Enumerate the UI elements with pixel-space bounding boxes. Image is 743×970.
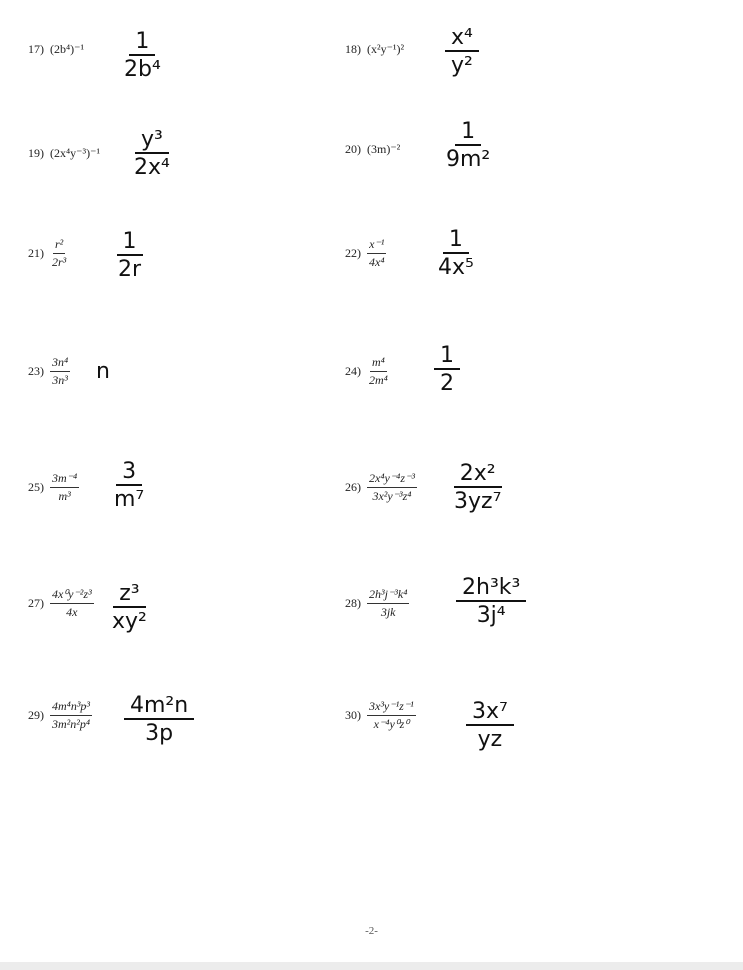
answer-value: n bbox=[96, 359, 110, 384]
answer-denominator: xy² bbox=[112, 609, 147, 635]
problem-number: 26) bbox=[345, 479, 361, 494]
problem-number: 21) bbox=[28, 245, 44, 260]
fraction-numerator: 4m⁴n³p³ bbox=[50, 700, 92, 716]
problem-number: 20) bbox=[345, 142, 361, 156]
problem-fraction bbox=[367, 588, 409, 618]
fraction-numerator: 3n⁴ bbox=[50, 356, 70, 372]
fraction-denominator: 4x⁴ bbox=[369, 254, 385, 269]
answer-denominator: 3p bbox=[145, 721, 174, 747]
problem-fraction bbox=[50, 700, 92, 730]
problem-number: 24) bbox=[345, 363, 361, 378]
problem-number: 29) bbox=[28, 707, 44, 722]
answer-denominator: y² bbox=[451, 53, 473, 79]
fraction-numerator: 3x³y⁻¹z⁻¹ bbox=[367, 700, 416, 716]
fraction-denominator: m³ bbox=[58, 488, 71, 503]
answer-denominator: 9m² bbox=[446, 147, 491, 173]
answer-denominator: 4x⁵ bbox=[438, 255, 474, 281]
problem-expression: (3m)⁻² bbox=[367, 142, 401, 156]
answer-numerator: 3 bbox=[116, 460, 142, 486]
answer-23 bbox=[96, 360, 110, 383]
problem-19 bbox=[28, 146, 100, 161]
problem-21 bbox=[28, 238, 68, 268]
answer-denominator: yz bbox=[477, 727, 503, 753]
problem-fraction bbox=[367, 238, 387, 268]
problem-number: 18) bbox=[345, 42, 361, 56]
problem-fraction bbox=[50, 238, 68, 268]
problem-23 bbox=[28, 356, 70, 386]
fraction-denominator: 2m⁴ bbox=[369, 372, 388, 387]
problem-22 bbox=[345, 238, 387, 268]
answer-numerator: 1 bbox=[117, 230, 143, 256]
answer-28 bbox=[456, 576, 526, 627]
problem-number: 27) bbox=[28, 595, 44, 610]
fraction-numerator: m⁴ bbox=[370, 356, 387, 372]
problem-number: 19) bbox=[28, 146, 44, 160]
problem-number: 17) bbox=[28, 42, 44, 56]
fraction-denominator: x⁻⁴y⁰z⁰ bbox=[373, 716, 410, 731]
problem-number: 30) bbox=[345, 707, 361, 722]
problem-fraction bbox=[50, 472, 79, 502]
fraction-numerator: 3m⁻⁴ bbox=[50, 472, 79, 488]
answer-numerator: 1 bbox=[443, 228, 469, 254]
answer-denominator: 2x⁴ bbox=[134, 155, 170, 181]
answer-numerator: x⁴ bbox=[445, 26, 479, 52]
answer-26 bbox=[448, 462, 507, 513]
answer-29 bbox=[124, 694, 194, 745]
answer-21 bbox=[112, 230, 147, 281]
problem-30 bbox=[345, 700, 416, 730]
answer-numerator: 4m²n bbox=[124, 694, 194, 720]
answer-denominator: 2b⁴ bbox=[124, 57, 161, 83]
problem-17 bbox=[28, 42, 84, 57]
fraction-numerator: r² bbox=[53, 238, 65, 254]
answer-22 bbox=[432, 228, 480, 279]
answer-numerator: 2x² bbox=[454, 462, 502, 488]
problem-expression: (2b⁴)⁻¹ bbox=[50, 42, 85, 56]
answer-17 bbox=[118, 30, 167, 81]
problem-20 bbox=[345, 142, 400, 157]
answer-numerator: y³ bbox=[135, 128, 169, 154]
problem-fraction bbox=[50, 588, 94, 618]
answer-18 bbox=[445, 26, 479, 77]
fraction-numerator: 2h³j⁻³k⁴ bbox=[367, 588, 409, 604]
answer-numerator: 1 bbox=[434, 344, 460, 370]
problem-24 bbox=[345, 356, 390, 386]
answer-denominator: 2r bbox=[118, 257, 142, 283]
answer-24 bbox=[434, 344, 460, 395]
fraction-denominator: 3x²y⁻³z⁴ bbox=[372, 488, 412, 503]
problem-25 bbox=[28, 472, 79, 502]
answer-numerator: 1 bbox=[129, 30, 155, 56]
problem-expression: (x²y⁻¹)² bbox=[367, 42, 405, 56]
fraction-numerator: 2x⁴y⁻⁴z⁻³ bbox=[367, 472, 417, 488]
answer-numerator: 2h³k³ bbox=[456, 576, 526, 602]
problem-number: 28) bbox=[345, 595, 361, 610]
answer-27 bbox=[106, 582, 153, 633]
answer-19 bbox=[128, 128, 176, 179]
problem-fraction bbox=[367, 356, 390, 386]
fraction-denominator: 2r³ bbox=[52, 254, 67, 269]
scan-edge bbox=[0, 962, 743, 970]
answer-numerator: z³ bbox=[113, 582, 145, 608]
answer-denominator: 3j⁴ bbox=[476, 603, 506, 629]
fraction-denominator: 4x bbox=[66, 604, 78, 619]
problem-fraction bbox=[367, 700, 416, 730]
fraction-denominator: 3m²n²p⁴ bbox=[52, 716, 91, 731]
page-number: -2- bbox=[365, 925, 378, 937]
fraction-numerator: x⁻¹ bbox=[367, 238, 386, 254]
answer-numerator: 3x⁷ bbox=[466, 700, 514, 726]
problem-26 bbox=[345, 472, 417, 502]
problem-27 bbox=[28, 588, 94, 618]
problem-number: 23) bbox=[28, 363, 44, 378]
answer-denominator: m⁷ bbox=[114, 487, 145, 513]
problem-fraction bbox=[367, 472, 417, 502]
answer-numerator: 1 bbox=[455, 120, 481, 146]
problem-fraction bbox=[50, 356, 70, 386]
problem-29 bbox=[28, 700, 92, 730]
problem-18 bbox=[345, 42, 404, 57]
problem-number: 25) bbox=[28, 479, 44, 494]
answer-denominator: 3yz⁷ bbox=[454, 489, 502, 515]
answer-20 bbox=[440, 120, 496, 171]
problem-expression: (2x⁴y⁻³)⁻¹ bbox=[50, 146, 101, 160]
fraction-denominator: 3n³ bbox=[52, 372, 68, 387]
problem-number: 22) bbox=[345, 245, 361, 260]
answer-denominator: 2 bbox=[440, 371, 454, 397]
answer-30 bbox=[466, 700, 514, 751]
fraction-numerator: 4x⁰y⁻²z³ bbox=[50, 588, 94, 604]
fraction-denominator: 3jk bbox=[380, 604, 396, 619]
problem-28 bbox=[345, 588, 409, 618]
answer-25 bbox=[108, 460, 150, 511]
